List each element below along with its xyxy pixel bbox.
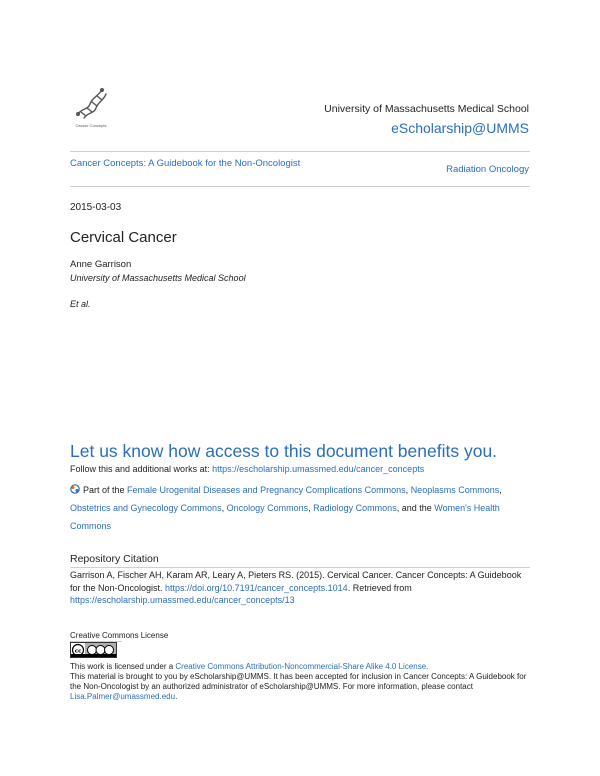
collection-link[interactable]: Oncology Commons bbox=[226, 503, 309, 513]
department-link[interactable]: Radiation Oncology bbox=[446, 164, 529, 175]
author-affiliation: University of Massachusetts Medical School bbox=[70, 273, 246, 283]
follow-line bbox=[70, 464, 424, 474]
license-prefix: This work is licensed under a bbox=[70, 662, 176, 671]
repository-link[interactable]: eScholarship@UMMS bbox=[391, 120, 529, 136]
follow-url-link[interactable]: https://escholarship.umassmed.edu/cancer_concepts bbox=[212, 464, 425, 474]
citation-text-block bbox=[70, 569, 532, 607]
divider-citation bbox=[70, 567, 530, 568]
license-text-block bbox=[70, 662, 532, 702]
collection-link[interactable]: Radiology Commons bbox=[313, 503, 397, 513]
divider-series bbox=[70, 186, 530, 187]
institution-name: University of Massachusetts Medical School bbox=[324, 103, 529, 115]
part-of-prefix: Part of the bbox=[83, 485, 128, 495]
retrieved-text: . Retrieved from bbox=[347, 582, 412, 593]
divider-top bbox=[70, 151, 530, 152]
citation-text: Garrison A, Fischer AH, Karam AR, Leary A, Pieters RS. (2015). Cervical Cancer. Cancer Concepts: A Guidebook for the Non-Oncologist. bbox=[70, 570, 522, 593]
citation-heading: Repository Citation bbox=[70, 553, 159, 565]
author-name: Anne Garrison bbox=[70, 259, 132, 270]
license-label: Creative Commons License bbox=[70, 631, 169, 640]
logo-dna-icon bbox=[70, 84, 110, 124]
part-of-collections: Part of the Female Urogenital Diseases and Pregnancy Complications Commons, Neoplasms Commons, Obstetrics and Gynecology Commons, Oncology Commons, Radiology Commons, and the Women's Health Commons bbox=[70, 481, 530, 535]
license-body: This material is brought to you by eScholarship@UMMS. It has been accepted for inclusion in Cancer Concepts: A Guidebook for the Non-Oncologist by an authorized administrator of eScholarship@UMMS. For more information, please contact bbox=[70, 672, 527, 691]
collection-link[interactable]: Female Urogenital Diseases and Pregnancy Complications Commons bbox=[127, 485, 406, 495]
svg-text:cc: cc bbox=[74, 648, 82, 655]
doi-link[interactable]: https://doi.org/10.7191/cancer_concepts.1014 bbox=[165, 582, 348, 593]
collection-link[interactable]: Women's Health Commons bbox=[70, 503, 500, 531]
license-end: . bbox=[175, 692, 178, 701]
publication-date: 2015-03-03 bbox=[70, 202, 122, 213]
logo-caption: Cancer Concepts bbox=[75, 123, 107, 128]
series-link[interactable]: Cancer Concepts: A Guidebook for the Non-Oncologist bbox=[70, 158, 301, 169]
citation-url-link[interactable]: https://escholarship.umassmed.edu/cancer_concepts/13 bbox=[70, 595, 295, 605]
network-icon bbox=[70, 482, 80, 492]
access-feedback-link[interactable]: Let us know how access to this document benefits you. bbox=[70, 441, 498, 461]
license-link[interactable]: Creative Commons Attribution-Noncommercial-Share Alike 4.0 License. bbox=[175, 662, 429, 671]
article-title: Cervical Cancer bbox=[70, 229, 177, 246]
and-the-text: , and the bbox=[396, 503, 435, 513]
et-al: Et al. bbox=[70, 299, 91, 309]
collection-link[interactable]: Obstetrics and Gynecology Commons bbox=[70, 503, 222, 513]
creative-commons-icon[interactable] bbox=[70, 642, 117, 658]
follow-prefix: Follow this and additional works at: bbox=[70, 464, 213, 474]
contact-email-link[interactable]: Lisa.Palmer@umassmed.edu bbox=[70, 692, 176, 701]
collection-link[interactable]: Neoplasms Commons bbox=[410, 485, 500, 495]
